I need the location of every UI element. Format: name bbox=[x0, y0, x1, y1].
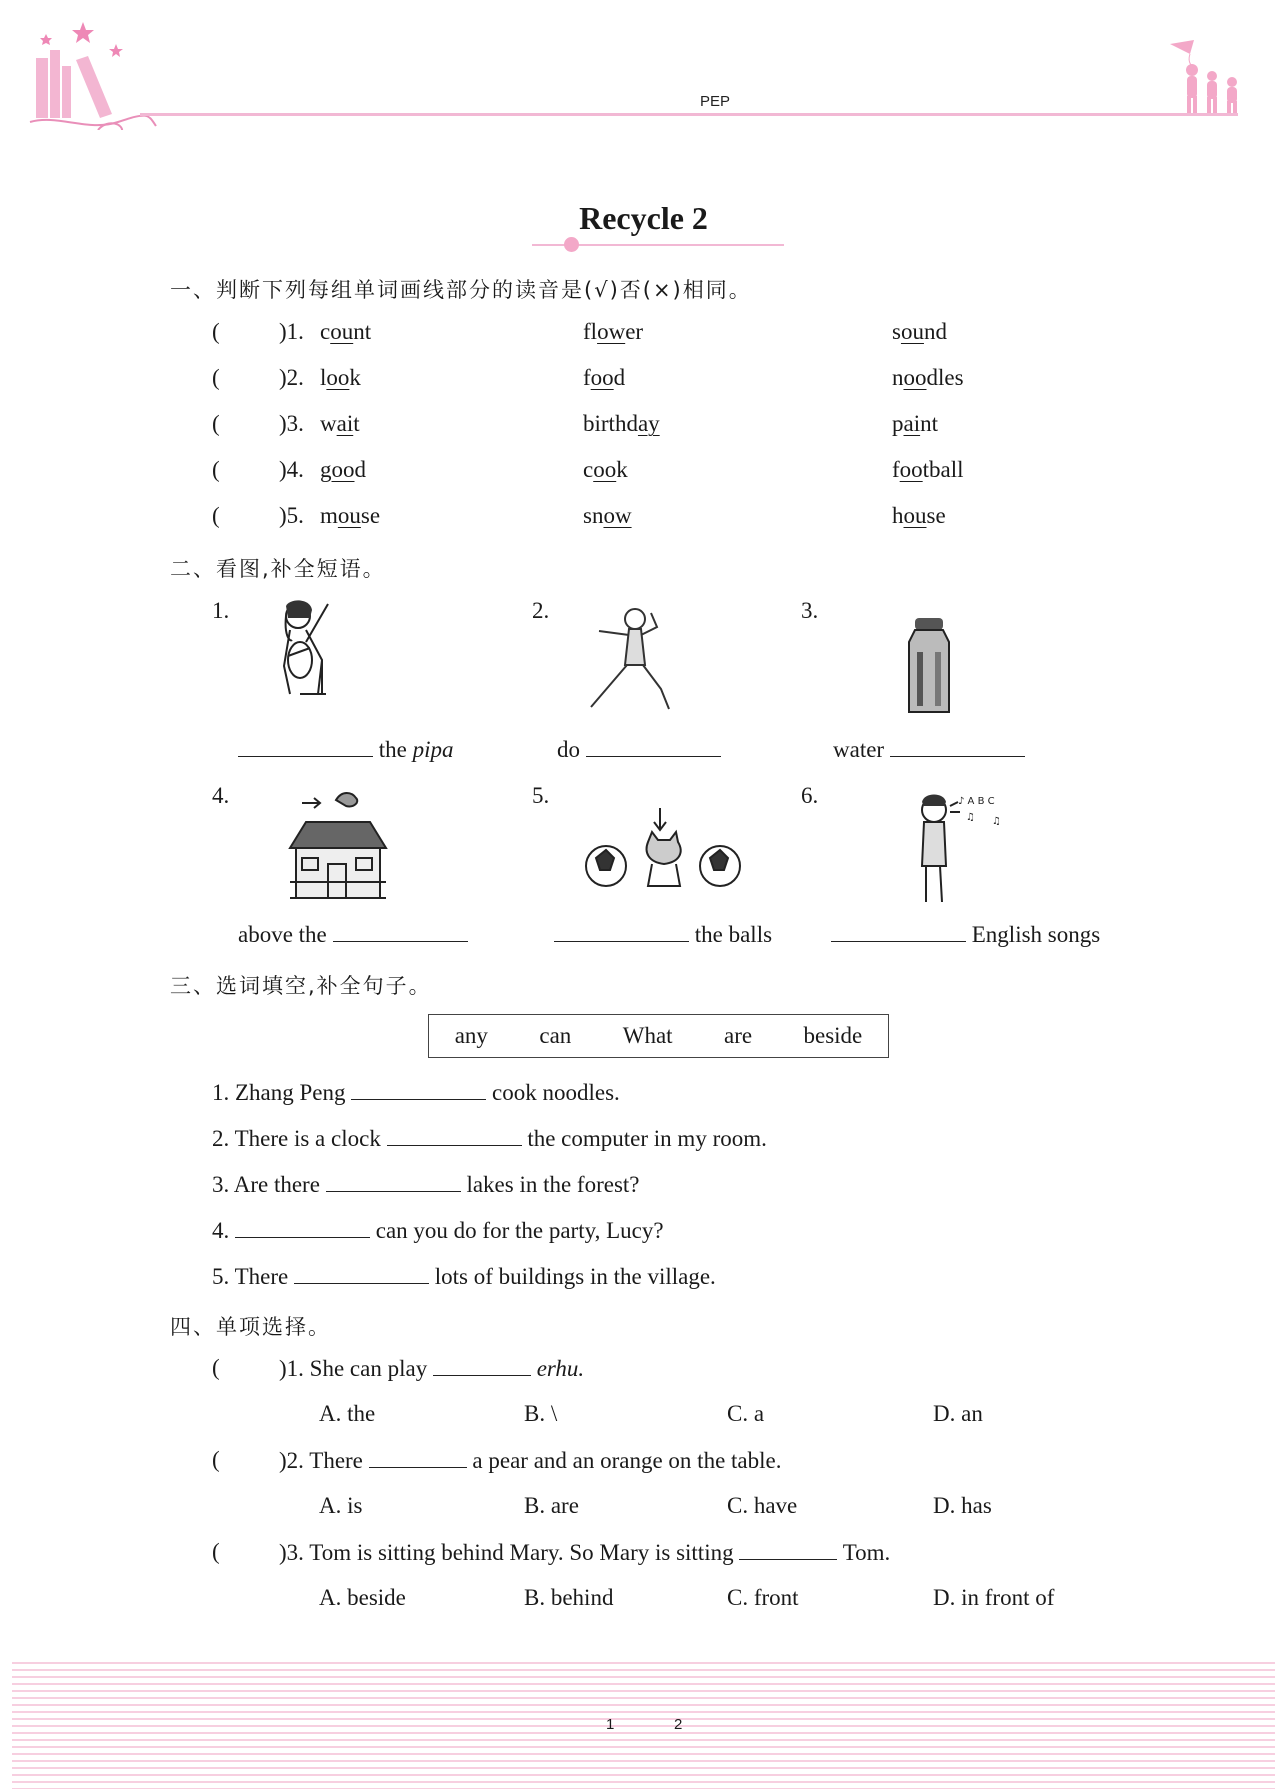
word-bank-item: any bbox=[454, 1023, 488, 1048]
phrase-5: the balls bbox=[554, 921, 772, 948]
phonics-word: paint bbox=[892, 411, 938, 436]
phonics-word: count bbox=[320, 319, 372, 344]
option[interactable]: C. a bbox=[727, 1401, 765, 1426]
answer-paren-open[interactable]: ( bbox=[212, 319, 220, 344]
option[interactable]: D. an bbox=[933, 1401, 983, 1426]
underlined-letters: ow bbox=[597, 319, 626, 344]
sentence-4: 4. can you do for the party, Lucy? bbox=[212, 1218, 664, 1243]
option[interactable]: B. behind bbox=[524, 1585, 614, 1610]
option[interactable]: B. are bbox=[524, 1493, 579, 1518]
item-number: )5. bbox=[279, 503, 304, 528]
underlined-letters: ou bbox=[900, 319, 924, 344]
item-number: 4. bbox=[212, 783, 230, 808]
word-bank-item: What bbox=[622, 1023, 673, 1048]
footer-stripes bbox=[12, 1657, 1275, 1789]
answer-paren-open[interactable]: ( bbox=[212, 1355, 220, 1380]
item-number: )1. bbox=[279, 319, 304, 344]
answer-blank[interactable] bbox=[586, 736, 721, 757]
svg-text:♫: ♫ bbox=[966, 812, 975, 823]
water-bottle-picture bbox=[905, 612, 953, 720]
svg-text:♪ A B C: ♪ A B C bbox=[958, 796, 995, 807]
answer-paren-open[interactable]: ( bbox=[212, 411, 220, 436]
answer-blank[interactable] bbox=[387, 1125, 522, 1146]
question-1: )1. She can play erhu. bbox=[279, 1356, 585, 1381]
sentence-2: 2. There is a clock the computer in my room. bbox=[212, 1126, 767, 1151]
phrase-4: above the bbox=[238, 921, 468, 948]
header-label: PEP bbox=[700, 93, 731, 110]
girl-playing-pipa-picture bbox=[270, 596, 340, 701]
phrase-3: water bbox=[833, 736, 1025, 763]
answer-blank[interactable] bbox=[238, 736, 373, 757]
option[interactable]: A. the bbox=[319, 1401, 376, 1426]
option[interactable]: C. front bbox=[727, 1585, 799, 1610]
phonics-word: cook bbox=[583, 457, 628, 482]
underlined-letters: oo bbox=[899, 457, 923, 482]
question-3: )3. Tom is sitting behind Mary. So Mary is sitting Tom. bbox=[279, 1540, 891, 1565]
phonics-word: sound bbox=[892, 319, 947, 344]
option[interactable]: A. is bbox=[319, 1493, 363, 1518]
answer-blank[interactable] bbox=[333, 921, 468, 942]
section1-heading: 一、判断下列每组单词画线部分的读音是(√)否(×)相同。 bbox=[170, 278, 752, 302]
answer-paren-open[interactable]: ( bbox=[212, 1539, 220, 1564]
answer-blank[interactable] bbox=[554, 921, 689, 942]
cat-between-balls-picture bbox=[584, 806, 744, 892]
answer-blank[interactable] bbox=[831, 921, 966, 942]
word-bank-item: beside bbox=[803, 1023, 863, 1048]
answer-paren-open[interactable]: ( bbox=[212, 457, 220, 482]
house-with-bird-picture bbox=[286, 788, 390, 904]
item-number: )2. bbox=[279, 365, 304, 390]
underlined-letters: oo bbox=[590, 365, 614, 390]
phonics-word: football bbox=[892, 457, 964, 482]
answer-paren-open[interactable]: ( bbox=[212, 365, 220, 390]
phrase-2: do bbox=[557, 736, 721, 763]
word-bank-item: can bbox=[539, 1023, 572, 1048]
word-bank-item: are bbox=[723, 1023, 753, 1048]
phrase-6: English songs bbox=[831, 921, 1100, 948]
page-number-right: 2 bbox=[674, 1716, 683, 1733]
underlined-letters: oo bbox=[593, 457, 617, 482]
section3-heading: 三、选词填空,补全句子。 bbox=[170, 974, 432, 998]
phonics-word: look bbox=[320, 365, 361, 390]
phonics-word: flower bbox=[583, 319, 644, 344]
underlined-letters: ou bbox=[903, 503, 927, 528]
underlined-letters: oo bbox=[903, 365, 927, 390]
option[interactable]: A. beside bbox=[319, 1585, 406, 1610]
title-dot bbox=[564, 237, 579, 252]
phonics-word: good bbox=[320, 457, 366, 482]
phonics-word: house bbox=[892, 503, 946, 528]
question-2: )2. There a pear and an orange on the table. bbox=[279, 1448, 782, 1473]
underlined-letters: ou bbox=[337, 503, 361, 528]
header-rule bbox=[140, 113, 1238, 116]
answer-blank[interactable] bbox=[326, 1171, 461, 1192]
option[interactable]: B. \ bbox=[524, 1401, 558, 1426]
sentence-1: 1. Zhang Peng cook noodles. bbox=[212, 1080, 620, 1105]
underlined-letters: ai bbox=[903, 411, 921, 436]
option[interactable]: D. in front of bbox=[933, 1585, 1055, 1610]
svg-text:♫: ♫ bbox=[992, 816, 1001, 827]
answer-paren-open[interactable]: ( bbox=[212, 1447, 220, 1472]
sentence-3: 3. Are there lakes in the forest? bbox=[212, 1172, 640, 1197]
item-number: 1. bbox=[212, 598, 230, 623]
underlined-letters: ow bbox=[603, 503, 632, 528]
page-number-left: 1 bbox=[606, 1716, 615, 1733]
answer-paren-open[interactable]: ( bbox=[212, 503, 220, 528]
header-books-ornament bbox=[28, 18, 158, 130]
phonics-word: wait bbox=[320, 411, 360, 436]
item-number: 2. bbox=[532, 598, 550, 623]
header-kids-kite-ornament bbox=[1160, 38, 1250, 118]
phonics-word: noodles bbox=[892, 365, 964, 390]
answer-blank[interactable] bbox=[351, 1079, 486, 1100]
answer-blank[interactable] bbox=[433, 1355, 531, 1376]
phrase-1: the pipa bbox=[238, 736, 454, 763]
item-number: )4. bbox=[279, 457, 304, 482]
person-doing-kung-fu-picture bbox=[585, 605, 685, 715]
item-number: 5. bbox=[532, 783, 550, 808]
item-number: )3. bbox=[279, 411, 304, 436]
page-title: Recycle 2 bbox=[579, 200, 708, 236]
section2-heading: 二、看图,补全短语。 bbox=[170, 557, 386, 581]
answer-blank[interactable] bbox=[294, 1263, 429, 1284]
phonics-word: mouse bbox=[320, 503, 381, 528]
phonics-word: food bbox=[583, 365, 626, 390]
underlined-letters: ai bbox=[336, 411, 354, 436]
underlined-letters: ay bbox=[637, 411, 660, 436]
word-bank bbox=[428, 1014, 889, 1058]
option[interactable]: D. has bbox=[933, 1493, 992, 1518]
sentence-5: 5. There lots of buildings in the village. bbox=[212, 1264, 716, 1289]
underlined-letters: oo bbox=[331, 457, 355, 482]
underlined-letters: oo bbox=[326, 365, 350, 390]
answer-blank[interactable] bbox=[890, 736, 1025, 757]
answer-blank[interactable] bbox=[739, 1539, 837, 1560]
answer-blank[interactable] bbox=[235, 1217, 370, 1238]
item-number: 3. bbox=[801, 598, 819, 623]
item-number: 6. bbox=[801, 783, 819, 808]
phonics-word: snow bbox=[583, 503, 632, 528]
boy-singing-picture bbox=[910, 790, 1010, 910]
option[interactable]: C. have bbox=[727, 1493, 798, 1518]
phonics-word: birthday bbox=[583, 411, 660, 436]
answer-blank[interactable] bbox=[369, 1447, 467, 1468]
underlined-letters: ou bbox=[330, 319, 354, 344]
section4-heading: 四、单项选择。 bbox=[170, 1315, 331, 1339]
